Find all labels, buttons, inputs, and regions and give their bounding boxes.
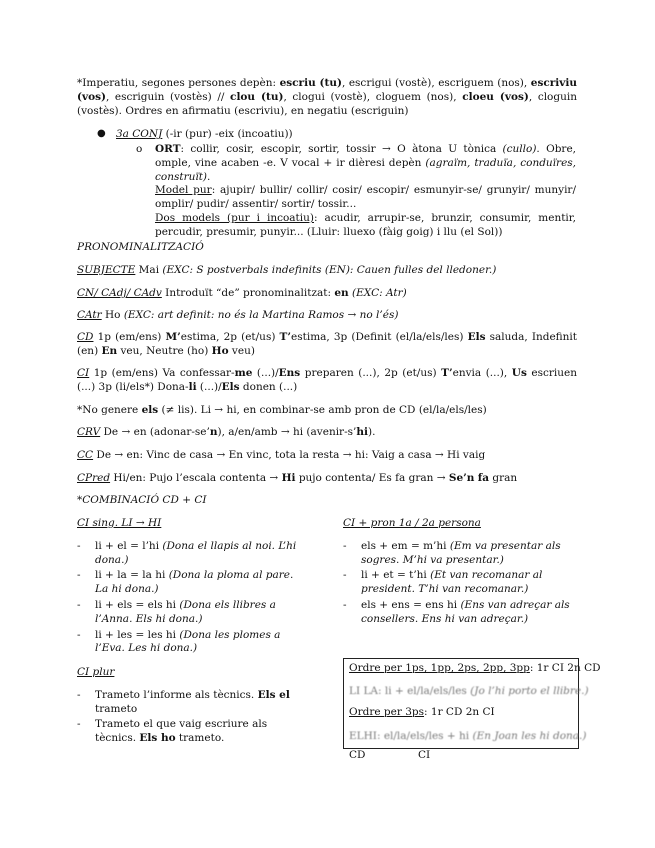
cd-text-e: veu, Neutre (ho) — [117, 344, 212, 357]
right-column — [343, 517, 577, 629]
bullet-icon: ● — [97, 128, 106, 139]
list-item — [343, 540, 577, 568]
box-line-4-text: ELHI: el/la/els/les + hi — [349, 730, 473, 742]
subjecte-label: SUBJECTE — [77, 264, 136, 276]
cd-text-a: 1p (em/ens) — [93, 331, 166, 343]
imperative-paragraph — [77, 77, 577, 118]
model-pur-text: : ajupir/ bullir/ collir/ cosir/ escopir/ esmunyir-se/ grunyir/ munyir/ omplir/ pudir/ assentir/ sortir/ tossir... — [155, 184, 576, 211]
cd-text-c: estima, 3p (Definit (el/la/els/les) — [291, 331, 468, 343]
dash-icon: - — [343, 539, 347, 552]
combinacio-heading: *COMBINACIÓ CD + CI — [77, 494, 207, 506]
dos-models-text: : acudir, arrupir-se, brunzir, consumir, mentir, percudir, presumir, punyir... (Lluir: lluexo (fàig goig) i llu (el Sol)) — [155, 211, 576, 238]
cn-text: Introduït “de” pronominalitzat: — [161, 287, 335, 299]
box-line-4 — [349, 730, 587, 744]
list-item-text: li + les = les hi — [95, 628, 180, 641]
cd-bold-2: T’ — [279, 331, 292, 343]
catr-italic: (EXC: art definit: no és la Martina Ramos → no l’és) — [123, 309, 399, 321]
box-line-1 — [349, 662, 601, 676]
box-line-3-underlined: Ordre per 3ps — [349, 706, 425, 718]
ci-plur-column — [77, 666, 309, 748]
dash-icon: - — [77, 598, 81, 611]
cpred-bold-1: Hi — [281, 472, 296, 484]
conj-rest: (-ir (pur) -eix (incoatiu)) — [162, 128, 293, 140]
list-item-example: (Dona la ploma al pare. La hi dona.) — [95, 569, 294, 596]
list-item-example: (Dona els llibres a l’Anna. Els hi dona.) — [95, 598, 276, 625]
cpred-bold-3: fa — [477, 472, 490, 484]
list-item — [77, 689, 309, 717]
nota-text-a: *No genere — [77, 404, 142, 416]
cn-italic: (EXC: Atr) — [348, 287, 407, 299]
intro-prefix: *Imperatiu, segones persones depèn: — [77, 77, 280, 89]
cd-text-d: saluda, Indefinit (en) — [77, 331, 578, 357]
dos-models-paragraph — [155, 212, 576, 240]
list-item — [77, 540, 309, 568]
cd-bold-3: Els — [467, 331, 486, 343]
cn-label: CN/ CAdj/ CAdv — [77, 287, 162, 299]
cd-text-f: veu) — [228, 344, 255, 357]
list-item — [343, 569, 577, 597]
ci-sing-list — [77, 540, 309, 656]
subjecte-line — [77, 264, 577, 278]
ci-bold-5: li — [188, 380, 197, 393]
list-item-text: li + el = l’hi — [95, 539, 163, 552]
nota-line — [77, 404, 577, 418]
box-line-4-italic: (En Joan les hi dona.) — [472, 730, 587, 742]
crv-label: CRV — [77, 426, 101, 438]
box-line-2-italic: (Jo l’hi porto el llibre.) — [470, 685, 589, 697]
ci-text-c: preparen (...), 2p (et/us) — [300, 367, 442, 379]
list-item-text: Trameto l’informe als tècnics. — [95, 688, 258, 701]
ort-end: . — [207, 170, 211, 183]
ort-italic: (cullo) — [502, 143, 537, 155]
dash-icon: - — [77, 688, 81, 701]
ci-text-g: donen (...) — [239, 380, 298, 393]
conj-label: 3a CONJ — [116, 128, 163, 140]
crv-text-a: De → en (adonar-se’ — [100, 426, 210, 438]
ort-text-2: . Obre, omple, vine acaben -e. V vocal + ir dièresi depèn — [155, 143, 576, 169]
ci-text-a: 1p (em/ens) Va confessar- — [89, 367, 235, 379]
list-item-text: li + la = la hi — [95, 569, 169, 582]
list-item — [77, 569, 309, 597]
box-line-2 — [349, 685, 589, 699]
ci-text-f: (...)/ — [196, 380, 222, 393]
cpred-line — [77, 472, 577, 486]
intro-bold-1: escriu (tu) — [279, 77, 342, 89]
intro-text-2: , escriguin (vostès) // — [105, 90, 231, 103]
dash-icon: - — [77, 718, 81, 731]
list-item — [77, 599, 309, 627]
crv-bold-1: n — [209, 426, 218, 438]
list-item-end: trameto. — [175, 732, 225, 745]
ci-line — [77, 367, 577, 395]
ci-bold-2: Ens — [278, 367, 301, 379]
intro-text-1: , escrigui (vostè), escriguem (nos), — [341, 77, 531, 89]
box-line-2-text: LI LA: li + el/la/els/les — [349, 685, 471, 697]
box-line-3 — [349, 706, 495, 720]
ort-label: ORT — [155, 143, 181, 155]
ci-plur-list — [77, 689, 309, 746]
ci-label: CI — [77, 367, 90, 379]
ci-pron-list — [343, 540, 577, 627]
cd-label: CD — [77, 331, 94, 343]
cd-line — [77, 331, 577, 359]
dash-icon: - — [77, 628, 81, 641]
list-item-text: li + et = t’hi — [361, 569, 431, 582]
list-item-bold: Els ho — [139, 732, 176, 745]
list-item-example: (Dona el llapis al noi. L’hi dona.) — [95, 539, 297, 566]
list-item-example: (Em va presentar als sogres. M’hi va presentar.) — [361, 539, 561, 566]
footer-ci-label: CI — [418, 749, 431, 761]
dash-icon: - — [77, 569, 81, 582]
ci-bold-3: T’ — [441, 367, 453, 379]
ort-text: : collir, cosir, escopir, sortir, tossir → O àtona U tònica — [180, 143, 503, 155]
ci-plur-heading: CI plur — [77, 666, 115, 678]
catr-text: Ho — [101, 309, 124, 321]
dash-icon: - — [77, 539, 81, 552]
list-item-text: li + els = els hi — [95, 598, 180, 611]
list-item-example: (Et van recomanar al president. T’hi van recomanar.) — [361, 569, 543, 596]
footer-cd-label: CD — [349, 749, 366, 761]
dos-models-label: Dos models (pur i incoatiu) — [155, 211, 314, 224]
order-box — [343, 658, 601, 749]
section-heading: PRONOMINALITZACIÓ — [77, 241, 204, 253]
cn-line — [77, 287, 577, 301]
circle-bullet-icon: o — [136, 143, 143, 155]
catr-line — [77, 309, 577, 323]
ort-italic-2: (agraïm, traduïa, conduïres, construït) — [155, 156, 577, 183]
cpred-bold-2: Se’n — [448, 472, 475, 484]
cn-bold: en — [334, 287, 349, 299]
crv-bold-2: hi — [356, 426, 368, 438]
ci-text-e: escriuen (...) 3p (li/els*) Dona- — [77, 367, 577, 393]
ci-bold-4: Us — [511, 367, 527, 379]
crv-text-e: ). — [367, 426, 376, 438]
list-item — [343, 599, 577, 627]
cpred-text-g: gran — [489, 472, 518, 484]
box-line-1-underlined: Ordre per 1ps, 1pp, 2ps, 2pp, 3pp — [349, 662, 530, 674]
intro-bold-3: clou (tu) — [230, 90, 284, 103]
list-item-text: els + ens = ens hi — [361, 598, 461, 611]
ort-paragraph — [155, 143, 576, 184]
model-pur-label: Model pur — [155, 184, 212, 197]
box-line-1-rest: : 1r CI 2n CD — [529, 662, 601, 674]
nota-text-c: (≠ lis). Li → hi, en combinar-se amb pron de CD (el/la/els/les) — [158, 404, 487, 416]
catr-label: CAtr — [77, 309, 102, 321]
cd-bold-1: M’ — [165, 331, 181, 343]
box-line-3-rest: : 1r CD 2n CI — [424, 706, 495, 718]
intro-bold-2: escriviu (vos) — [77, 77, 577, 103]
cc-line — [77, 449, 577, 463]
intro-bold-4: cloeu (vos) — [462, 90, 529, 103]
cc-text: De → en: Vinc de casa → En vinc, tota la resta → hi: Vaig a casa → Hi vaig — [93, 449, 486, 461]
subjecte-italic: (EXC: S postverbals indefinits (EN): Cauen fulles del lledoner.) — [162, 264, 497, 276]
nota-bold: els — [141, 404, 159, 416]
left-column — [77, 517, 309, 658]
crv-text-c: ), a/en/amb → hi (avenir-s’ — [217, 426, 357, 438]
intro-text-4: , cloguin (vostès). Ordres en afirmatiu (escriviu), en negatiu (escriguin) — [77, 90, 577, 117]
list-item-example: (Dona les plomes a l’Eva. Les hi dona.) — [95, 628, 281, 655]
subjecte-text: Mai — [135, 264, 163, 276]
intro-text-3: , clogui (vostè), cloguem (nos), — [283, 90, 463, 103]
ci-bold-6: Els — [221, 380, 240, 393]
list-item — [77, 629, 309, 657]
dash-icon: - — [343, 598, 347, 611]
ci-pron-heading: CI + pron 1a / 2a persona — [343, 517, 481, 529]
cpred-text-c: pujo contenta/ Es fa gran → — [295, 472, 449, 484]
ci-text-d: envia (...), — [452, 367, 512, 379]
list-item-example: (Ens van adreçar als consellers. Ens hi van adreçar.) — [361, 598, 570, 625]
ci-sing-heading: CI sing. LI → HI — [77, 517, 162, 529]
cc-label: CC — [77, 449, 94, 461]
cpred-label: CPred — [77, 472, 111, 484]
ci-bold-1: me — [234, 367, 253, 379]
list-item-text: els + em = m’hi — [361, 539, 450, 552]
model-pur-paragraph — [155, 184, 576, 212]
crv-line — [77, 426, 577, 440]
dash-icon: - — [343, 569, 347, 582]
cd-bold-4: En — [101, 344, 118, 357]
ci-text-b: (...)/ — [252, 367, 279, 379]
list-item-end: trameto — [95, 702, 138, 715]
list-item — [77, 718, 309, 746]
cd-bold-5: Ho — [211, 344, 229, 357]
cpred-text-a: Hi/en: Pujo l’escala contenta → — [110, 472, 282, 484]
list-item-bold: Els el — [257, 688, 290, 701]
cd-text-b: estima, 2p (et/us) — [180, 331, 280, 343]
list-item-text: Trameto el que vaig escriure als tècnics. — [95, 718, 268, 745]
